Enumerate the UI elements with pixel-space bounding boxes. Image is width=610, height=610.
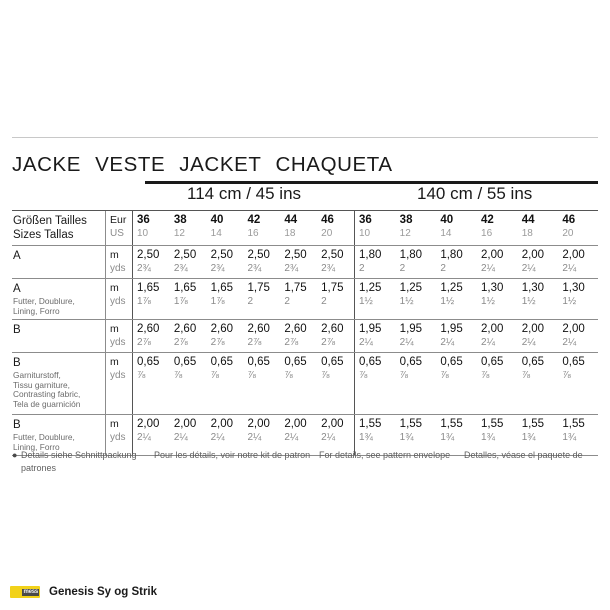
us-size: 14 — [210, 228, 222, 239]
table-row — [12, 319, 598, 352]
us-size: 18 — [284, 228, 296, 239]
view-letter: B — [13, 419, 21, 432]
us-size: 10 — [359, 228, 371, 239]
eur-size: 36 — [137, 214, 150, 226]
value-yards: 2¼ — [359, 337, 373, 349]
unit-metres: m — [110, 356, 119, 369]
value-yards: 2⅞ — [284, 337, 299, 349]
value-group-140 — [354, 246, 599, 278]
value-cell — [518, 320, 559, 352]
size-label-en-es: Sizes Tallas — [13, 229, 74, 241]
row-sub-label — [13, 297, 103, 316]
value-cell — [558, 353, 599, 414]
footnote — [12, 449, 598, 474]
value-metres: 0,65 — [210, 356, 234, 369]
value-yards: 2 — [284, 296, 290, 307]
value-cell — [518, 246, 559, 278]
value-metres: 2,00 — [521, 249, 545, 261]
value-metres: 1,80 — [399, 249, 423, 261]
size-column — [133, 211, 170, 245]
value-cell — [170, 320, 207, 352]
page-title — [12, 153, 393, 177]
value-yards: ⅞ — [247, 370, 256, 382]
unit-metres: m — [110, 249, 119, 261]
value-cell — [280, 320, 317, 352]
size-column — [396, 211, 437, 245]
value-yards: ⅞ — [359, 370, 368, 382]
value-metres: 2,60 — [137, 323, 160, 336]
value-yards: 2¼ — [210, 432, 225, 444]
value-metres: 2,60 — [321, 323, 344, 336]
size-label-cell — [12, 211, 105, 245]
value-cell — [170, 279, 207, 319]
value-cell — [133, 353, 170, 414]
value-yards: 1¾ — [521, 432, 536, 444]
us-size: 20 — [562, 228, 574, 239]
size-column — [558, 211, 599, 245]
brand-name: Genesis Sy og Strik — [49, 586, 158, 598]
value-yards: 2¼ — [284, 432, 299, 444]
value-metres: 1,25 — [440, 282, 463, 294]
value-metres: 1,55 — [521, 418, 545, 431]
fabric-width-header-140: 140 cm / 55 ins — [417, 184, 533, 203]
value-cell — [477, 353, 518, 414]
value-cell — [436, 320, 477, 352]
eur-size: 46 — [321, 214, 334, 226]
value-metres: 2,00 — [247, 418, 270, 431]
unit-metres: m — [110, 323, 119, 336]
footnote-en: For details, see pattern envelope — [319, 450, 451, 460]
value-cell — [207, 320, 244, 352]
eur-size: 40 — [440, 214, 454, 226]
value-yards: 2 — [440, 263, 446, 274]
size-column — [243, 211, 280, 245]
value-metres: 1,95 — [440, 323, 463, 336]
unit-yards: yds — [110, 296, 126, 307]
value-cell — [133, 320, 170, 352]
value-cell — [477, 279, 518, 319]
us-size: 10 — [137, 228, 149, 239]
row-sub-label-line: Futter, Doublure, — [13, 296, 75, 306]
value-yards: 2⅞ — [321, 337, 336, 349]
value-metres: 1,55 — [481, 418, 504, 431]
unit-cell — [105, 353, 132, 414]
value-cell — [170, 353, 207, 414]
value-metres: 1,95 — [359, 323, 382, 336]
value-metres: 1,80 — [440, 249, 463, 261]
value-cell — [396, 320, 437, 352]
value-yards: ⅞ — [173, 370, 183, 382]
row-sub-label-line: Garniturstoff, — [13, 370, 61, 381]
value-yards: 2¾ — [247, 263, 262, 274]
value-cell — [133, 246, 170, 278]
row-label-cell — [12, 246, 105, 278]
value-cell — [280, 279, 317, 319]
value-metres: 2,00 — [284, 418, 307, 431]
us-size: 14 — [440, 228, 452, 239]
value-yards: 2 — [247, 296, 254, 307]
value-metres: 2,60 — [173, 323, 197, 336]
value-yards: ⅞ — [521, 370, 531, 382]
table-row — [12, 278, 598, 319]
value-yards: 2¼ — [521, 337, 536, 349]
value-yards: 1½ — [562, 296, 577, 307]
value-yards: ⅞ — [399, 370, 409, 382]
top-divider — [12, 137, 598, 138]
unit-yards: yds — [110, 370, 126, 382]
value-metres: 1,80 — [359, 249, 382, 261]
value-cell — [355, 246, 396, 278]
value-group-140 — [354, 320, 599, 352]
view-letter: A — [13, 250, 21, 262]
value-metres: 1,55 — [562, 418, 585, 431]
footnote-es: Detalles, véase el paquete de — [464, 450, 583, 460]
value-metres: 0,65 — [284, 356, 307, 369]
value-metres: 2,00 — [481, 249, 504, 261]
value-cell — [243, 279, 280, 319]
unit-cell — [105, 279, 132, 319]
footnote-fr: Pour les détails, voir notre kit de patron — [154, 450, 311, 460]
value-metres: 1,75 — [247, 282, 270, 294]
value-yards: ⅞ — [210, 370, 219, 382]
unit-metres: m — [110, 282, 119, 294]
row-sub-label-line: Tela de guarnición — [13, 398, 81, 409]
value-cell — [477, 320, 518, 352]
value-metres: 1,30 — [481, 282, 504, 294]
value-cell — [133, 279, 170, 319]
bullet-icon: ● — [12, 450, 18, 460]
value-metres: 1,75 — [284, 282, 307, 294]
footnote-de: Details siehe Schnittpackung — [21, 450, 137, 460]
value-yards: 2⅞ — [247, 337, 262, 349]
size-column — [355, 211, 396, 245]
us-size: 12 — [173, 228, 185, 239]
unit-eur: Eur — [110, 214, 127, 226]
us-size: 16 — [481, 228, 493, 239]
unit-yards: yds — [110, 263, 126, 274]
value-yards: 1¾ — [481, 432, 495, 444]
title-word-de: JACKE — [12, 153, 82, 176]
value-metres: 0,65 — [440, 356, 463, 369]
value-cell — [436, 279, 477, 319]
row-sub-label-line: Contrasting fabric, — [13, 389, 81, 400]
row-sub-label-line: Lining, Forro — [13, 441, 60, 452]
value-yards: 1½ — [399, 296, 414, 307]
value-cell — [355, 353, 396, 414]
value-metres: 1,30 — [521, 282, 545, 294]
value-yards: ⅞ — [562, 370, 571, 382]
value-metres: 1,55 — [399, 418, 423, 431]
value-cell — [243, 246, 280, 278]
value-metres: 1,65 — [137, 282, 160, 294]
eur-size: 44 — [521, 214, 535, 226]
value-cell — [518, 279, 559, 319]
size-column — [518, 211, 559, 245]
value-cell — [317, 320, 354, 352]
value-metres: 2,50 — [321, 249, 344, 261]
value-cell — [243, 353, 280, 414]
value-cell — [280, 353, 317, 414]
us-size: 18 — [521, 228, 533, 239]
value-yards: 2¼ — [247, 432, 262, 444]
value-yards: 2⅞ — [173, 337, 188, 349]
value-metres: 1,75 — [321, 282, 344, 294]
value-yards: ⅞ — [321, 370, 330, 382]
value-yards: 2¼ — [562, 337, 577, 349]
value-metres: 0,65 — [481, 356, 504, 369]
value-yards: 2 — [359, 263, 365, 274]
value-yards: 2¾ — [137, 263, 151, 274]
value-metres: 0,65 — [173, 356, 197, 369]
view-letter: A — [13, 283, 21, 295]
value-cell — [558, 246, 599, 278]
value-yards: 2¼ — [137, 432, 151, 444]
value-metres: 2,00 — [173, 418, 197, 431]
value-yards: 2 — [321, 296, 327, 307]
value-cell — [317, 353, 354, 414]
view-letter: B — [13, 324, 21, 337]
view-letter: B — [13, 357, 21, 370]
value-metres: 1,95 — [399, 323, 423, 336]
value-yards: 2¼ — [481, 337, 495, 349]
value-cell — [558, 320, 599, 352]
value-yards: 1¾ — [399, 432, 414, 444]
value-yards: 2¼ — [173, 432, 188, 444]
unit-cell — [105, 246, 132, 278]
value-yards: 2¼ — [399, 337, 414, 349]
value-cell — [355, 320, 396, 352]
title-word-es: CHAQUETA — [275, 153, 393, 176]
eur-size: 44 — [284, 214, 298, 226]
brand-logo-text: mess — [23, 588, 38, 595]
value-metres: 2,00 — [321, 418, 344, 431]
value-yards: 2¾ — [321, 263, 336, 274]
value-metres: 2,50 — [137, 249, 160, 261]
value-group-114 — [132, 320, 354, 352]
value-group-140 — [354, 353, 599, 414]
value-cell — [243, 320, 280, 352]
value-metres: 1,65 — [173, 282, 197, 294]
value-metres: 1,55 — [440, 418, 463, 431]
value-metres: 2,00 — [137, 418, 160, 431]
value-metres: 0,65 — [562, 356, 585, 369]
value-yards: 1¾ — [440, 432, 455, 444]
eur-size: 42 — [481, 214, 494, 226]
size-column — [280, 211, 317, 245]
value-yards: 1¾ — [562, 432, 577, 444]
value-yards: 2⅞ — [137, 337, 151, 349]
row-sub-label-line: Tissu garniture, — [13, 379, 70, 390]
value-metres: 2,50 — [173, 249, 197, 261]
value-metres: 1,65 — [210, 282, 234, 294]
unit-yards: yds — [110, 432, 126, 444]
value-group-114 — [132, 279, 354, 319]
us-size: 12 — [399, 228, 411, 239]
size-column — [207, 211, 244, 245]
value-yards: 1½ — [359, 296, 373, 307]
size-column — [477, 211, 518, 245]
size-group-140 — [354, 211, 599, 245]
value-metres: 1,25 — [359, 282, 382, 294]
size-column — [436, 211, 477, 245]
size-group-114 — [132, 211, 354, 245]
fabric-width-header-114: 114 cm / 45 ins — [187, 184, 302, 203]
value-cell — [207, 246, 244, 278]
value-metres: 2,60 — [247, 323, 270, 336]
value-metres: 2,00 — [210, 418, 234, 431]
value-cell — [436, 246, 477, 278]
value-cell — [396, 353, 437, 414]
value-metres: 1,55 — [359, 418, 382, 431]
unit-cell — [105, 320, 132, 352]
value-cell — [477, 246, 518, 278]
eur-size: 40 — [210, 214, 224, 226]
value-yards: ⅞ — [481, 370, 490, 382]
value-yards: 1½ — [481, 296, 495, 307]
table-row — [12, 245, 598, 278]
row-sub-label — [13, 371, 103, 409]
table-body — [12, 245, 598, 456]
value-metres: 2,00 — [562, 249, 585, 261]
value-metres: 0,65 — [321, 356, 344, 369]
value-group-114 — [132, 246, 354, 278]
value-yards: 2¼ — [440, 337, 455, 349]
row-sub-label-line: Futter, Doublure, — [13, 432, 75, 443]
value-group-140 — [354, 279, 599, 319]
value-yards: ⅞ — [284, 370, 293, 382]
value-cell — [207, 279, 244, 319]
value-yards: 1⅞ — [210, 296, 225, 307]
size-system-cell — [105, 211, 132, 245]
us-size: 20 — [321, 228, 333, 239]
value-metres: 0,65 — [399, 356, 423, 369]
value-cell — [317, 279, 354, 319]
value-metres: 2,50 — [247, 249, 270, 261]
value-metres: 0,65 — [137, 356, 160, 369]
value-yards: 1¾ — [359, 432, 373, 444]
value-cell — [355, 279, 396, 319]
value-yards: 2⅞ — [210, 337, 225, 349]
value-metres: 2,50 — [210, 249, 234, 261]
value-metres: 1,30 — [562, 282, 585, 294]
unit-metres: m — [110, 418, 119, 431]
us-size: 16 — [247, 228, 259, 239]
value-metres: 2,50 — [284, 249, 307, 261]
value-cell — [518, 353, 559, 414]
value-metres: 1,25 — [399, 282, 423, 294]
value-metres: 0,65 — [247, 356, 270, 369]
size-column — [317, 211, 354, 245]
value-yards: 2¾ — [173, 263, 188, 274]
value-metres: 0,65 — [359, 356, 382, 369]
value-group-114 — [132, 353, 354, 414]
value-metres: 2,00 — [481, 323, 504, 336]
value-metres: 2,60 — [210, 323, 234, 336]
eur-size: 38 — [399, 214, 413, 226]
value-yards: 1⅞ — [137, 296, 151, 307]
value-yards: 2¼ — [481, 263, 495, 274]
footnote-es-continued: patrones — [21, 462, 57, 473]
eur-size: 38 — [173, 214, 187, 226]
eur-size: 42 — [247, 214, 261, 226]
value-metres: 2,00 — [562, 323, 585, 336]
row-sub-label-line: Lining, Forro — [13, 305, 60, 316]
value-cell — [280, 246, 317, 278]
value-yards: 2¾ — [284, 263, 299, 274]
eur-size: 36 — [359, 214, 372, 226]
value-yards: 2 — [399, 263, 406, 274]
value-yards: 2¼ — [562, 263, 577, 274]
value-cell — [558, 279, 599, 319]
unit-us: US — [110, 228, 124, 239]
requirements-table — [12, 210, 598, 456]
table-row — [12, 352, 598, 414]
value-yards: 2¼ — [521, 263, 536, 274]
value-metres: 0,65 — [521, 356, 545, 369]
value-cell — [317, 246, 354, 278]
value-cell — [207, 353, 244, 414]
value-metres: 2,60 — [284, 323, 307, 336]
footer-brand — [10, 586, 157, 598]
table-header-row — [12, 210, 598, 245]
row-label-cell — [12, 320, 105, 352]
value-cell — [170, 246, 207, 278]
value-yards: 2¼ — [321, 432, 336, 444]
size-column — [170, 211, 207, 245]
value-metres: 2,00 — [521, 323, 545, 336]
value-yards: ⅞ — [137, 370, 146, 382]
brand-logo-icon — [10, 586, 40, 598]
value-yards: 2¾ — [210, 263, 225, 274]
eur-size: 46 — [562, 214, 576, 226]
title-word-fr: VESTE — [95, 153, 166, 176]
value-yards: ⅞ — [440, 370, 449, 382]
size-label-de-fr: Größen Tailles — [13, 215, 87, 227]
value-cell — [436, 353, 477, 414]
unit-yards: yds — [110, 337, 126, 349]
value-yards: 1½ — [440, 296, 455, 307]
row-label-cell — [12, 279, 105, 319]
value-yards: 1½ — [521, 296, 536, 307]
value-cell — [396, 279, 437, 319]
row-label-cell — [12, 353, 105, 414]
value-yards: 1⅞ — [173, 296, 188, 307]
value-cell — [396, 246, 437, 278]
title-word-en: JACKET — [179, 153, 262, 176]
